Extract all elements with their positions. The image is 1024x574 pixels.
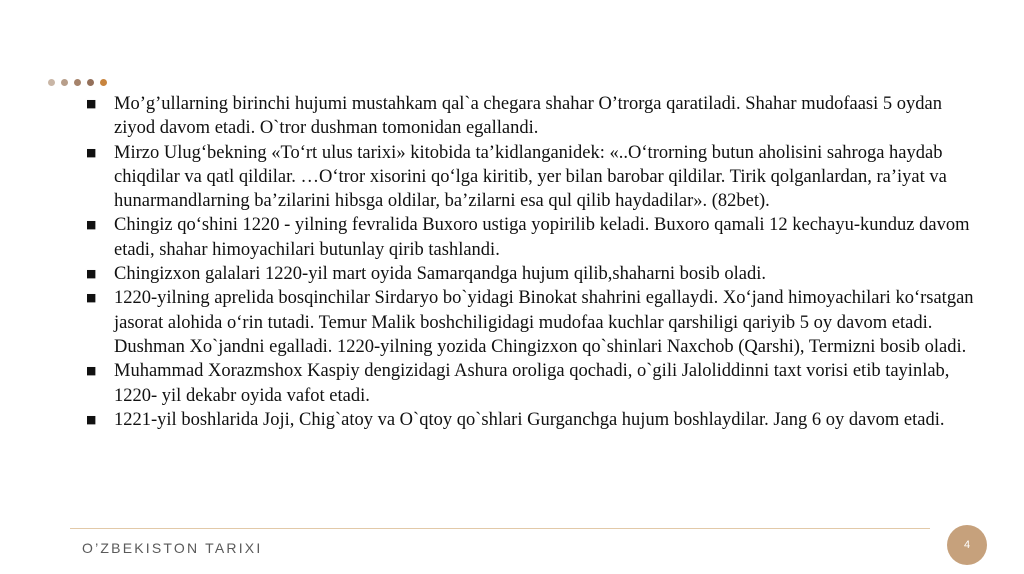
- square-bullet-icon: ■: [86, 145, 97, 159]
- bullet-text: 1220-yilning aprelida bosqinchilar Sirdaryo bo`yidagi Binokat shahrini egallaydi. Xo‘jand himoyachilari ko‘rsatgan jasorat alohida o‘rin tutadi. Temur Malik boshchiligidagi mudofaa kuchlar qarshiligi qariyib 5 oy davom etadi. Dushman Xo`jandni egalladi. 1220-yilning yozida Chingizxon qo`shinlari Naxchob (Qarshi), Termizni bosib oladi.: [114, 288, 974, 357]
- bullet-item: [86, 141, 986, 214]
- dot-3-icon: [74, 79, 81, 86]
- bullet-text: Chingiz qo‘shini 1220 - yilning fevralida Buxoro ustiga yopirilib keladi. Buxoro qamali 12 kechayu-kunduz davom etadi, shahar himoyachilari butunlay qirib tashlandi.: [114, 215, 970, 260]
- bullet-list: [86, 92, 986, 432]
- square-bullet-icon: ■: [86, 291, 97, 305]
- square-bullet-icon: ■: [86, 267, 97, 281]
- bullet-text: Mo’g’ullarning birinchi hujumi mustahkam qal`a chegara shahar O’trorga qaratiladi. Shahar mudofaasi 5 oydan ziyod davom etadi. O`tror dushman tomonidan egallandi.: [114, 94, 942, 139]
- bullet-text: Muhammad Xorazmshox Kaspiy dengizidagi Ashura oroliga qochadi, o`gili Jaloliddinni taxt vorisi etib tayinlab, 1220- yil dekabr oyida vafot etadi.: [114, 361, 950, 406]
- bullet-item: [86, 286, 986, 359]
- bullet-item: [86, 359, 986, 408]
- square-bullet-icon: ■: [86, 97, 97, 110]
- dot-5-icon: [100, 79, 107, 86]
- page-number-badge: 4: [947, 525, 987, 565]
- square-bullet-icon: ■: [86, 412, 97, 426]
- square-bullet-icon: ■: [86, 364, 97, 378]
- dots-decoration-icon: [48, 79, 107, 86]
- bullet-item: [86, 262, 986, 286]
- bullet-item: [86, 92, 986, 141]
- dot-2-icon: [61, 79, 68, 86]
- bullet-text: Mirzo Ulug‘bekning «To‘rt ulus tarixi» kitobida ta’kidlanganidek: «..O‘trorning butun aholisini sahroga haydab chiqdilar va qatl qildilar. …O‘tror xisorini qo‘lga kiritib, yer bilan barobar qildilar. Tirik qolganlardan, ra’iyat va hunarmandlarning ba’zilarini hibsga oldilar, ba’zilarni esa qul qilib haydadilar». (82bet).: [114, 142, 947, 212]
- footer-divider: [70, 528, 930, 529]
- bullet-item: [86, 213, 986, 262]
- footer-title: O’ZBEKISTON TARIXI: [82, 540, 263, 556]
- dot-4-icon: [87, 79, 94, 86]
- bullet-text: 1221-yil boshlarida Joji, Chig`atoy va O`qtoy qo`shlari Gurganchga hujum boshlaydilar. Jang 6 oy davom etadi.: [114, 409, 945, 430]
- square-bullet-icon: ■: [86, 218, 97, 232]
- bullet-item: [86, 408, 986, 432]
- bullet-text: Chingizxon galalari 1220-yil mart oyida Samarqandga hujum qilib,shaharni bosib oladi.: [114, 264, 766, 285]
- dot-1-icon: [48, 79, 55, 86]
